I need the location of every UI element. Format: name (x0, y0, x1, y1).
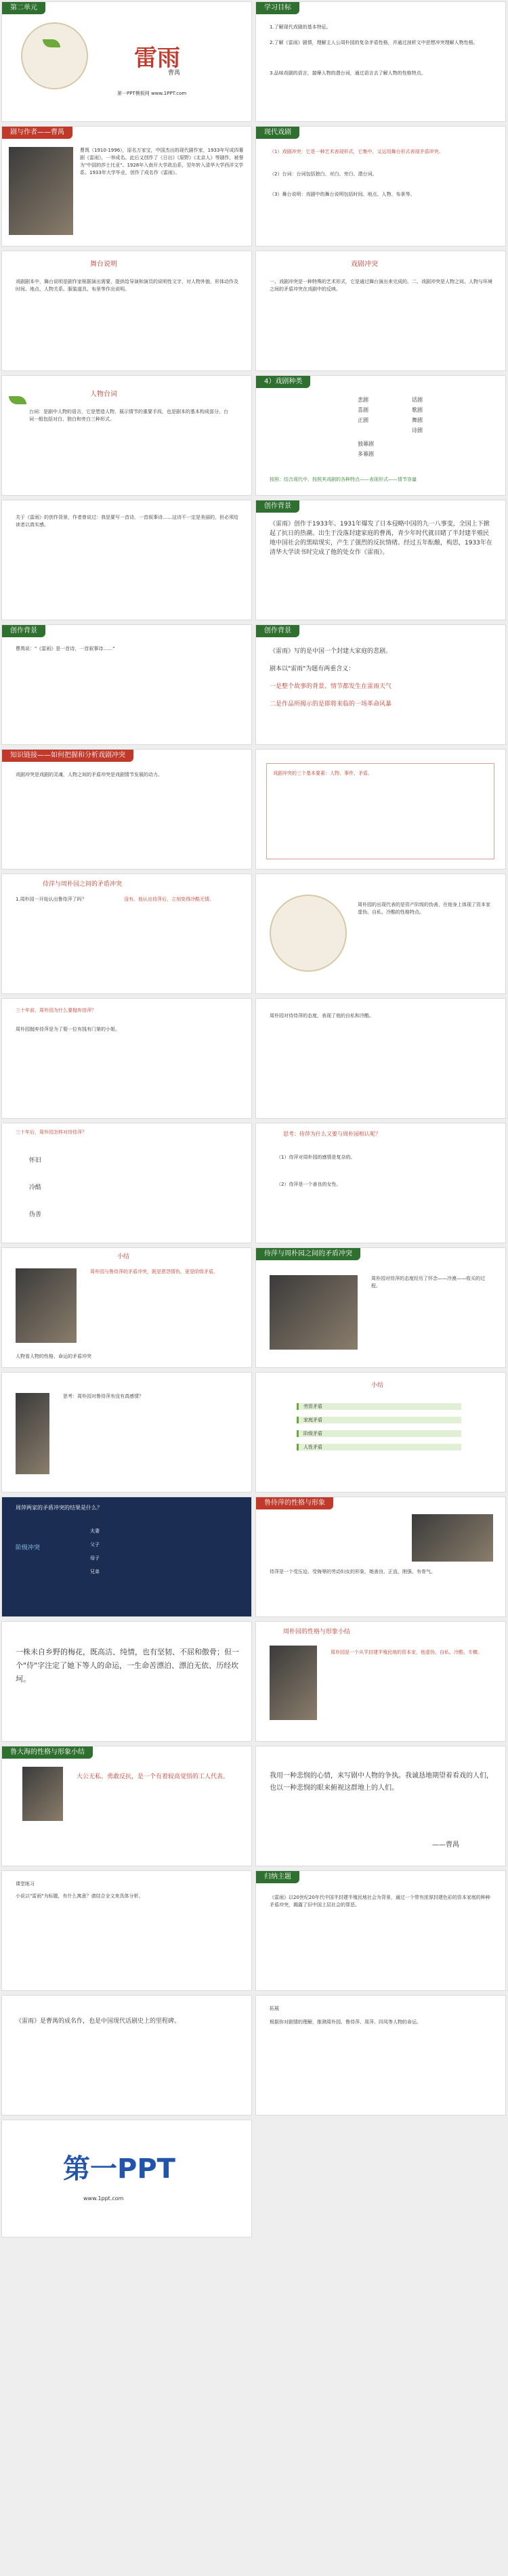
milestone-text: 《雷雨》是曹禺的成名作，也是中国现代话剧史上的里程碑。 (16, 2018, 181, 2025)
summary-1-title: 小结 (117, 1253, 130, 1260)
slide-writing-background[interactable] (255, 500, 506, 620)
dialogue-title: 人物台词 (90, 391, 117, 398)
attitude-item-1: 怀旧 (29, 1157, 42, 1164)
conflict-2-text: 周朴园对侍萍的态度经历了怀念——冷漠——收买的过程。 (371, 1276, 485, 1289)
slide-three-elements[interactable] (255, 749, 506, 870)
plum-text: 一株未自乡野的梅花，既高洁、纯情，也有坚韧、不屈和傲骨；但一个"侍"字注定了她下等人的命运，一生命苦漂泊、漂泊无依、历经坎坷。 (16, 1648, 239, 1683)
class-conflict-label: 阶级冲突 (16, 1545, 41, 1551)
theme-tab: 归纳主题 (256, 1871, 299, 1883)
dahai-photo (22, 1767, 63, 1821)
knowledge-text: 戏剧冲突是戏剧的灵魂，人物之间的矛盾冲突是戏剧情节发展的动力。 (16, 772, 163, 777)
slide-drama-types[interactable] (255, 375, 506, 496)
relation-2: 父子 (90, 1542, 100, 1547)
relation-4: 兄弟 (90, 1569, 100, 1574)
slide-extension[interactable] (255, 1995, 506, 2116)
meaning-line-4: 二是作品所揭示的是即将来临的一场革命风暴 (270, 701, 392, 708)
modern-drama-tab: 现代戏剧 (256, 127, 299, 139)
recognition-item-1: （1）侍萍对周朴园的感情是复杂的。 (276, 1155, 356, 1160)
knowledge-tab: 知识链接——如何把握和分析戏剧冲突 (2, 750, 133, 762)
type-8: 独幕剧 (358, 441, 374, 447)
leaf-icon (9, 396, 26, 404)
drama-item-3: （3）舞台说明：戏剧中的舞台说明包括时间、地点、人物、布景等。 (270, 192, 415, 197)
scene-photo (270, 1275, 358, 1350)
slide-theme[interactable] (255, 1870, 506, 1991)
decorative-circle (270, 895, 347, 972)
elements-text: 戏剧冲突的三个基本要素：人物、事件、矛盾。 (273, 771, 373, 776)
conflict-text: 一、戏剧冲突是一种特殊的艺术形式，它是通过舞台演出来完成的。二、戏剧冲突是人物之间、人物与环境之间的矛盾冲突在戏剧中的反映。 (270, 279, 492, 292)
cao-yu-quote: 我用一种悲悯的心情，来写剧中人物的争执。我诚恳地期望着看戏的人们，也以一种悲悯的眼来俯视这群地上的人们。 (270, 1772, 493, 1792)
abandon-question: 三十年前，周朴园为什么要抛弃侍萍？ (16, 1008, 96, 1013)
elements-box (266, 763, 494, 859)
slide-title-meaning[interactable] (255, 624, 506, 745)
drama-item-2: （2）台词：台词包括独白、对白、旁白、潜台词。 (270, 171, 377, 177)
summary-2-title: 小结 (371, 1382, 384, 1389)
logo-text: 第一PPT (63, 2153, 175, 2185)
drama-types-tab: 4）戏剧种类 (256, 376, 310, 388)
stage-direction-title: 舞台说明 (90, 261, 117, 268)
slide-attitude[interactable] (255, 998, 506, 1119)
summary-item-3: 阶级矛盾 (303, 1431, 322, 1436)
slide-conflict-2[interactable] (255, 1247, 506, 1368)
zhou-summary-text: 周朴园是一个从半封建半殖民地的资本家，他虚伪、自私、冷酷、专横。 (331, 1650, 482, 1655)
zhou-summary-title: 周朴园的性格与形象小结 (283, 1629, 351, 1635)
types-note: 按照：结合现代中，按照其戏剧的各种特点——表现形式——情节容量 (270, 477, 417, 482)
lu-dahai-tab: 鲁大海的性格与形象小结 (2, 1746, 93, 1759)
slide-zhou-summary[interactable] (255, 1621, 506, 1742)
hypocrisy-text: 周朴园的出现代表的是资产阶级的伪善，在他身上体现了资本家虚伪、自私、冷酷的性格特点。 (358, 902, 490, 915)
writing-background-text: 《雷雨》创作于1933年。1931年爆发了日本侵略中国的九一八事变，全国上下掀起了抗日的热潮。出生于没落封建家庭的曹禺，青少年时代就目睹了半封建半殖民地中国社会的黑暗现实，产生了强烈的反抗情绪。经过五年酝酿，构思，1933年在清华大学读书时完成了他的处女作《雷雨》。 (270, 521, 492, 556)
slide-abandon-question[interactable] (1, 998, 252, 1119)
slide-exercise[interactable] (1, 1870, 252, 1991)
meaning-line-2: 剧本以"雷雨"为题有两重含义： (270, 666, 355, 672)
background-quote: 关于《雷雨》的创作背景，作者曾说过：我是要写一首诗，一首叙事诗……这诗不一定是美丽的，但必须给读者以真实感。 (16, 515, 238, 528)
drama-item-1: （1）戏剧冲突：它是一种艺术表现形式，它集中，又运用舞台形式表现矛盾冲突。 (270, 149, 444, 154)
scene-photo (412, 1514, 493, 1562)
extension-text: 根据你对剧情的理解，推测周朴园、鲁侍萍、周萍、四凤等人物的命运。 (270, 2019, 421, 2025)
conflict-answer: 没有。他认出侍萍后，立刻变得冷酷无情。 (124, 897, 214, 902)
attitude-text: 周朴园对待侍萍的态度，表现了他的自私和冷酷。 (270, 1013, 374, 1018)
conflict-header: 侍萍与周朴园之间的矛盾冲突 (43, 881, 123, 888)
slide-class-conflict[interactable] (1, 1497, 252, 1617)
slide-lu-dahai[interactable] (1, 1746, 252, 1866)
relation-3: 母子 (90, 1555, 100, 1561)
type-2: 喜剧 (358, 407, 368, 413)
class-conflict-question: 周萍两家的矛盾冲突的结果是什么？ (16, 1505, 102, 1511)
slide-knowledge-link[interactable] (1, 749, 252, 870)
slide-drama-conflict[interactable] (255, 251, 506, 371)
author-bio: 曹禺（1910-1996），原名万家宝，中国杰出的现代剧作家，1933年写成四幕剧《雷雨》，一举成名。此后又创作了《日出》《原野》《北京人》等剧作，被誉为"中国的莎士比亚"。1928年入南开大学政治系，翌年转入清华大学西洋文学系。1933年大学毕业，创作了成名作《雷雨》。 (80, 148, 244, 175)
stage-direction-text: 戏剧剧本中，舞台说明是剧作家根据演出需要，提供给导演和演员的说明性文字，对人物外貌、形体动作及时间、地点、人物关系、服装道具、布景等作出说明。 (16, 279, 238, 292)
recognition-question: 思考：侍萍为什么又要与周朴园相认呢？ (283, 1131, 381, 1137)
slide-title[interactable] (1, 1, 252, 122)
author-name: 曹禺 (168, 70, 181, 77)
goals-tab: 学习目标 (256, 2, 299, 14)
lu-shiping-text: 侍萍是一个受压迫、受侮辱的劳动妇女的形象，她善良、正直、刚强、有骨气。 (270, 1569, 436, 1574)
attitude-item-2: 冷酷 (29, 1184, 42, 1191)
slide-plum[interactable] (1, 1621, 252, 1742)
decorative-circle (21, 22, 88, 89)
thirty-years-question: 三十年后，周朴园怎样对待侍萍？ (16, 1130, 87, 1135)
conflict-question: 1.周朴园一开始认出鲁侍萍了吗？ (16, 897, 87, 902)
slide-lu-shiping[interactable] (255, 1497, 506, 1617)
slide-logo[interactable] (1, 2120, 252, 2237)
slide-title-text: 雷雨 (134, 45, 180, 72)
author-tab: 剧与作者——曹禺 (2, 127, 72, 139)
writing-background-tab: 创作背景 (256, 500, 299, 513)
type-9: 多幕剧 (358, 451, 374, 457)
type-3: 正剧 (358, 417, 368, 423)
slide-cao-yu-quote[interactable] (255, 1746, 506, 1866)
meaning-line-1: 《雷雨》写的是中国一个封建大家庭的悲剧。 (270, 648, 392, 655)
exercise-header: 课堂练习 (16, 1881, 35, 1887)
relation-1: 夫妻 (90, 1528, 100, 1534)
slide-goals[interactable] (255, 1, 506, 122)
exercise-text: 小说以"雷雨"为标题，有什么寓意？请结合全文来具体分析。 (16, 1893, 144, 1899)
author-photo (9, 147, 73, 235)
title-meaning-tab: 创作背景 (256, 625, 299, 637)
background-2-text: 曹禺说："《雷雨》是一首诗，一首叙事诗……" (16, 646, 115, 651)
slide-modern-drama[interactable] (255, 126, 506, 246)
type-7: 诗剧 (412, 427, 423, 433)
summary-item-1: 劳资矛盾 (303, 1404, 322, 1409)
summary-item-2: 家庭矛盾 (303, 1417, 322, 1423)
slide-milestone[interactable] (1, 1995, 252, 2116)
slide-zhou-hypocrisy[interactable] (255, 874, 506, 994)
slide-dialogue[interactable] (1, 375, 252, 496)
extension-header: 拓展 (270, 2006, 279, 2011)
recognition-item-2: （2）侍萍是一个善良的女性。 (276, 1182, 341, 1187)
background-2-tab: 创作背景 (2, 625, 45, 637)
summary-item-4: 人性矛盾 (303, 1444, 322, 1450)
type-4: 话剧 (412, 397, 423, 403)
conflict-title: 戏剧冲突 (351, 261, 378, 268)
slide-summary-1[interactable] (1, 1247, 252, 1368)
type-1: 悲剧 (358, 397, 368, 403)
lu-dahai-text: 大公无私、勇敢反抗，是一个有着较高觉悟的工人代表。 (77, 1774, 230, 1780)
lu-shiping-tab: 鲁侍萍的性格与形象 (256, 1497, 333, 1509)
slide-recognition[interactable] (255, 1123, 506, 1243)
slide-author[interactable] (1, 126, 252, 246)
type-6: 舞剧 (412, 417, 423, 423)
meaning-line-3: 一是整个故事的背景、情节都发生在雷雨天气 (270, 683, 392, 690)
summary-1-caption: 人物看人物的性格，命运的矛盾冲突 (16, 1354, 91, 1359)
true-feeling-question: 思考：周朴园对鲁侍萍有没有真感情？ (63, 1394, 144, 1399)
slide-summary-2[interactable] (255, 1372, 506, 1493)
zhou-photo (270, 1646, 317, 1720)
figure-photo (16, 1393, 49, 1474)
dialogue-text: 台词：是剧中人物的语言，它是塑造人物，展示情节的重要手段，也是剧本的基本构成部分。台词一般包括对白、独白和旁白三种形式。 (29, 409, 228, 422)
summary-1-text: 周朴园与鲁侍萍的矛盾冲突，既是恩怨情仇，更是阶级矛盾。 (90, 1269, 218, 1274)
cao-yu-signature: ——曹禺 (432, 1841, 459, 1849)
caption: 第一PPT模板网 www.1PPT.com (117, 91, 187, 96)
goal-3: 3.品味戏剧的语言，揣摩人物的潜台词，通过语言去了解人物的性格特点。 (270, 70, 426, 76)
character-photo (16, 1268, 77, 1343)
slide-background-quote[interactable] (1, 500, 252, 620)
theme-text: 《雷雨》以20世纪20年代中国半封建半殖民地社会为背景，通过一个带有浓厚封建色彩的资本家庭的种种矛盾冲突，揭露了旧中国上层社会的罪恶。 (270, 1895, 490, 1908)
slide-background-2[interactable] (1, 624, 252, 745)
attitude-item-3: 伪善 (29, 1211, 42, 1218)
unit-tab: 第二单元 (2, 2, 45, 14)
goal-2: 2.了解《雷雨》剧情，理解主人公周朴园的复杂矛盾性格，并通过剖析文中思想冲突理解人物性格。 (270, 40, 478, 45)
abandon-answer: 周朴园抛弃侍萍是为了娶一位有钱有门第的小姐。 (16, 1027, 120, 1032)
goal-1: 1.了解现代戏剧的基本特征。 (270, 24, 331, 30)
slide-stage-direction[interactable] (1, 251, 252, 371)
slide-true-feeling[interactable] (1, 1372, 252, 1493)
conflict-2-tab: 侍萍与周朴园之间的矛盾冲突 (256, 1248, 360, 1260)
slide-thirty-years-later[interactable] (1, 1123, 252, 1243)
type-5: 歌剧 (412, 407, 423, 413)
slide-conflict-zhou-lu[interactable] (1, 874, 252, 994)
logo-url: www.1ppt.com (83, 2195, 124, 2202)
